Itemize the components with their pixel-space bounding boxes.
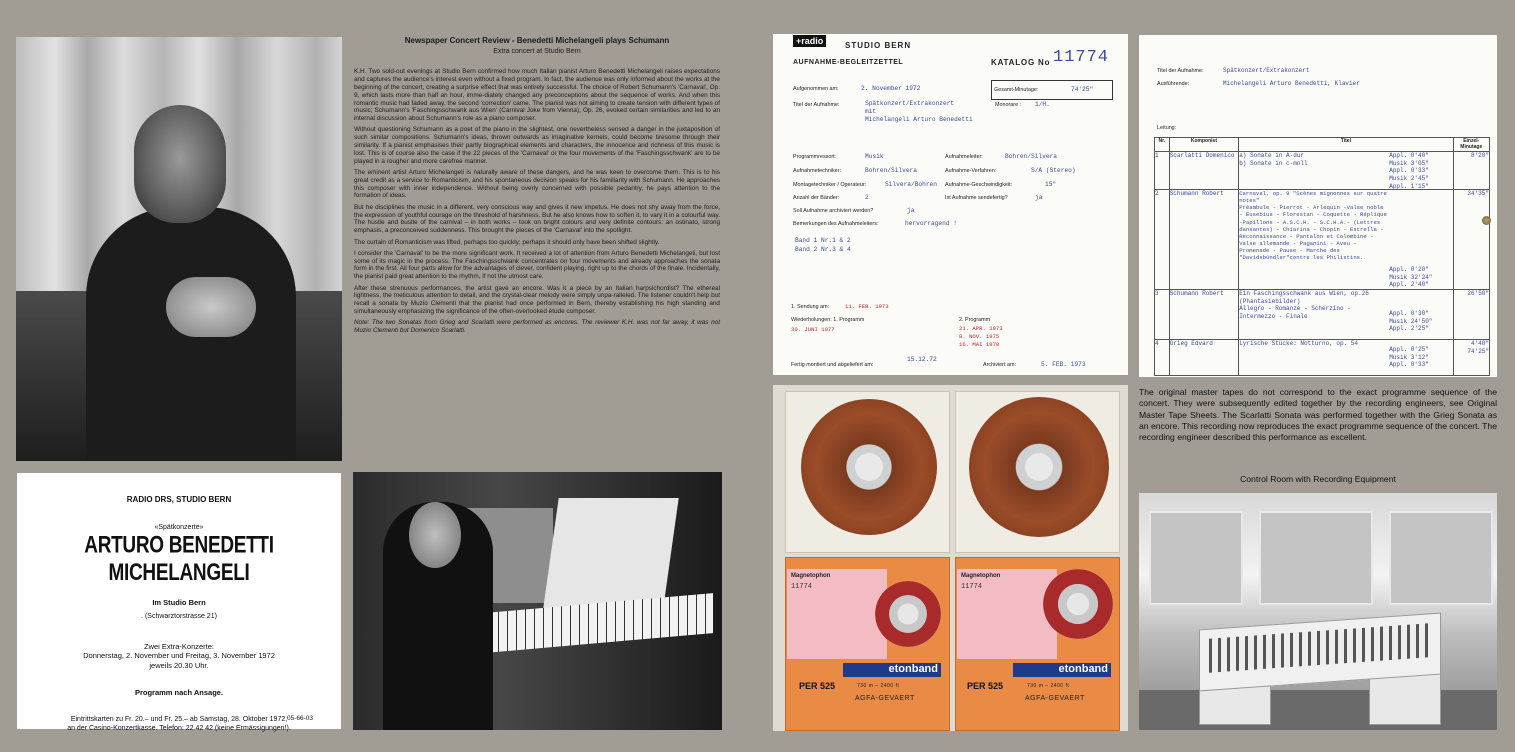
- row-titel: Lyrische Stücke: Notturno, op. 54: [1239, 340, 1359, 347]
- send1-label: 1. Sendung am:: [791, 304, 830, 310]
- poster-venue: Im Studio Bern: [152, 598, 206, 607]
- magnetophon-label: Magnetophon: [961, 573, 1001, 579]
- geschw-label: Aufnahme-Geschwindigkeit:: [945, 182, 1013, 188]
- archiv-value: ja: [907, 207, 915, 214]
- magnetophon-number: 11774: [791, 583, 813, 591]
- master-tapes-photo: [773, 385, 1128, 731]
- review-title: Newspaper Concert Review - Benedetti Michelangeli plays Schumann: [404, 36, 670, 45]
- recorded-label: Aufgenommen am:: [793, 86, 839, 92]
- prog2-label: 2. Programm: [959, 317, 991, 323]
- pianist-at-piano-photo: [353, 472, 722, 730]
- bemerk-label: Bemerkungen des Aufnahmeleiters:: [793, 221, 879, 227]
- recording-catalog-sheet: [773, 34, 1128, 375]
- programme-total: 74'25": [1467, 347, 1489, 355]
- leiter-value: Bohren/Silvera: [1005, 153, 1057, 160]
- portrait-photo: [16, 37, 342, 461]
- poster-org: RADIO DRS, STUDIO BERN: [126, 495, 232, 504]
- title-label: Titel der Aufnahme:: [793, 102, 840, 108]
- col-header: Titel: [1239, 138, 1453, 152]
- review-subtitle: Extra concert at Studio Bern: [493, 47, 581, 55]
- row-applause: Appl. 0'30" Musik 24'50" Appl. 2'25": [1389, 310, 1433, 333]
- concert-review: [354, 36, 720, 466]
- title-value: Spätkonzert/Extrakonzert: [865, 100, 955, 107]
- brand-banner: etonband: [1013, 663, 1111, 677]
- row-titel: a) Sonate in A-dur b) Sonate in c-moll: [1239, 152, 1308, 167]
- archiviert-value: 5. FEB. 1973: [1041, 361, 1086, 368]
- review-paragraph: K.H. Two sold-out evenings at Studio Bern confirmed how much Italian pianist Arturo Benedetti Michelangeli raises expectations and captures the audience's interest even without a fixed program. In fact, the audience was only informed about the works at the beginning of the concert, creating a surprise effect that was entirely successful. The choice of Robert Schumann's 'Carnaval', Op. 9, which lasts more than half an hour, imme-diately changed any preconceptions about the sequence of works. And when this romantic music had faded away, the second 'correction' came. The pianist was not aiming to create tension with different types of music; Schumann's 'Faschingsschwank aus Wien' (Carnival Joke from Vienna), Op. 26, evoked certain similarities and led to an internal discussion about Schumann's role as a piano composer.: [354, 68, 720, 123]
- row-titel: Carnaval, op. 9 "Scènes mignonnes sur quatre notes" Préambule - Pierrot - Arlequin -Valse noble - Eusebius - Florestan - Coquette - Réplique -Papillons - A.S.C.H. - S.C.H.A.- (Lettres dansantes) - Chiarina - Chopin - Estrella - Reconnaissance - Pantalon et Colombine - Valse allemande - Paganini - Aveu - Promenade - Pause - Marche des "Davidsbündler"contre les Philistins.: [1239, 190, 1387, 262]
- punch-hole: [1482, 216, 1491, 225]
- band-line: Band 2 Nr.3 & 4: [795, 246, 851, 253]
- fertig-value: 15.12.72: [907, 356, 937, 363]
- prog2-value: 8. NOV. 1975: [959, 333, 1000, 340]
- col-header: Nr.: [1155, 138, 1170, 152]
- col-header: Einzel-Minutage: [1453, 138, 1489, 152]
- concert-poster: [17, 473, 341, 733]
- row-nr: 1: [1155, 152, 1170, 190]
- fertig-label: Fertig montiert und abgeliefert am:: [791, 362, 874, 368]
- row-komponist: Grieg Edvard: [1169, 340, 1238, 376]
- master-tape-note: The original master tapes do not correspond to the exact programme sequence of the concert. They were subsequently edited together by the recording engineers, see Original Master Tape Sheets. The Scarlatti Sonata was performed together with the Grieg Sonata as an encore. This recording now reproduces the exact programme sequence of the concert. The recording engineer described this performance as excellent.: [1139, 387, 1497, 443]
- row-komponist: Schumann Robert: [1169, 190, 1238, 290]
- katalog-label: KATALOG No: [991, 58, 1051, 67]
- archiviert-label: Archiviert am:: [983, 362, 1016, 368]
- row-timing: [1453, 340, 1489, 376]
- row-applause: Appl. 0'40" Musik 3'05" Appl. 0'33" Musik 2'45" Appl. 1'15": [1389, 152, 1429, 190]
- agfa-logo: AGFA-GEVAERT: [1025, 695, 1085, 702]
- montage-label: Montagetechniker / Operateur:: [793, 182, 867, 188]
- review-paragraph: The curtain of Romanticism was lifted, perhaps too quickly; perhaps it should only have been shifted slightly.: [354, 238, 660, 246]
- total-value: 74'25": [1071, 86, 1094, 93]
- row-applause: Appl. 0'25" Musik 3'12" Appl. 0'33": [1389, 346, 1429, 369]
- control-room-caption: Control Room with Recording Equipment: [1240, 474, 1396, 484]
- review-note: Note: The two Sonatas from Grieg and Scarlatti were performed as encores. The reviewer K.H. was not far away, it was not Muzio Clementi but Domenico Scarlatti.: [354, 319, 720, 335]
- prog-title-value: Spätkonzert/Extrakonzert: [1223, 67, 1310, 74]
- row-timing: 26'50": [1453, 290, 1489, 340]
- programme-sheet: [1139, 35, 1497, 377]
- review-paragraph: I consider the 'Carnaval' to be the more significant work. It received a lot of attention from Arturo Benedetti Michelangeli, but lost some of its magic in the process. The Faschingsschwank concentrates on four movements and already approaches the sonata form in the first. All four parts allow for the advantages of clever, confident playing, right up to the chords of the finale. Incidentally, the pianist paid great attention to the rhythm, if not the utmost care.: [354, 249, 720, 281]
- row-nr: 3: [1155, 290, 1170, 340]
- prog2-value: 16. MAI 1978: [959, 341, 1000, 348]
- prog-perf-value: Michelangeli Arturo Benedetti, Klavier: [1223, 80, 1360, 87]
- recorded-value: 2. November 1972: [861, 85, 921, 92]
- poster-address: . (Schwarztorstrasse 21): [141, 613, 217, 620]
- sendefertig-label: Ist Aufnahme sendefertig?: [945, 195, 1008, 201]
- row-komponist: Scarlatti Domenico: [1169, 152, 1238, 190]
- tape-model: PER 525: [799, 681, 836, 691]
- send1-value: 11. FEB. 1973: [845, 303, 889, 310]
- prog2-value: 21. APR. 1973: [959, 325, 1003, 332]
- review-paragraph: The eminent artist Arturo Michelangeli is naturally aware of these dangers, and he was keen to overcome them. This is to his great credit as a service to Romanticism, and his spontaneous decision speaks for his familiarity with Schumann. He approaches this composer with inner independence. Without being overly concerned with possible pedantry, he pays attention to the formation of ideas.: [354, 169, 720, 200]
- band-line: Band 1 Nr.1 & 2: [795, 237, 851, 244]
- row-nr: 4: [1155, 340, 1170, 376]
- bemerk-value: hervorragend !: [905, 220, 957, 227]
- control-room-photo: [1139, 493, 1497, 730]
- reel-hub: [1025, 453, 1053, 481]
- archiv-label: Soll Aufnahme archiviert werden?: [793, 208, 874, 214]
- brand-banner: etonband: [843, 663, 941, 677]
- poster-series: «Spätkonzerte»: [154, 524, 204, 531]
- title-value: mit: [865, 108, 877, 115]
- prog-title-label: Titel der Aufnahme:: [1157, 68, 1204, 74]
- leitung-label: Leitung:: [1157, 125, 1177, 131]
- poster-tickets-line: an der Casino-Konzertkasse. Telefon: 22 42 42 (keine Ermässigungen!).: [67, 725, 291, 733]
- table-row: [1155, 290, 1490, 340]
- review-paragraph: Without questioning Schumann as a poet of the piano in the slightest, one nevertheless sensed a danger in the juxtaposition of such similar compositions. Schumann's ideas, thrown outwards as imaginative kernels, could become tiresome through their similarity. If a pianist emphasises their partly biographical elements and characters, the innocence and richness of this music is lost. This is of course also the case if the 22 pieces of the 'Carnaval' or the four movements of the 'Faschingsschwank' are to be played in a rougher and more carefree manner.: [354, 126, 720, 165]
- magnetophon-number: 11774: [961, 583, 983, 591]
- row-applause: Appl. 0'20" Musik 32'24" Appl. 2'40": [1389, 266, 1433, 289]
- wdh-value: 30. JUNI 1977: [791, 326, 835, 333]
- small-reel: [875, 581, 941, 647]
- row-timing: 8'20": [1453, 152, 1489, 190]
- row-timing: 34'35": [1453, 190, 1489, 290]
- poster-dates: [17, 642, 341, 670]
- programme-table: [1154, 137, 1490, 376]
- monorare-label: Monorare :: [995, 102, 1022, 108]
- poster-dates-line: jeweils 20.30 Uhr.: [149, 660, 209, 670]
- katalog-number: 11774: [1053, 48, 1110, 67]
- poster-artist: ARTURO BENEDETTI MICHELANGELI: [84, 532, 274, 587]
- poster-code: 05-66-03: [286, 715, 313, 722]
- form-title: AUFNAHME-BEGLEITZETTEL: [793, 59, 904, 66]
- baender-label: Anzahl der Bänder:: [793, 195, 840, 201]
- tape-model: PER 525: [967, 681, 1004, 691]
- row-timing-value: 4'40": [1470, 340, 1489, 347]
- table-row: [1155, 340, 1490, 376]
- col-header: Komponist: [1169, 138, 1238, 152]
- review-paragraph: But he disciplines the music in a different, very conscious way and gives it new impetus. He does not shy away from the force, the expression of youthful courage on the threshold of harshness. But he also knows how to soften it, to vary it in a colourful way. The hustle and bustle of the carnival – in both works – took on bright colours and very definite contours: an ostinato, strong emphasis, a preconceived suddenness. This brought the pieces of the 'Carnaval' into the spotlight.: [354, 203, 720, 235]
- total-label: Gesamt-Minutage:: [994, 87, 1039, 93]
- row-nr: 2: [1155, 190, 1170, 290]
- wdh-label: Wiederholungen: 1. Programm: [791, 317, 865, 323]
- row-titel: Ein Faschingsschwank aus Wien, op.26 (Phantasiebilder) Allegro - Romanze - Scherzino - Intermezzo - Finale: [1239, 290, 1369, 321]
- table-row: [1155, 190, 1490, 290]
- monorare-value: 1/H.: [1035, 101, 1050, 108]
- row-komponist: Schumann Robert: [1169, 290, 1238, 340]
- techniker-value: Bohren/Silvera: [865, 167, 917, 174]
- small-reel: [1043, 569, 1113, 639]
- studio-name: STUDIO BERN: [845, 41, 912, 50]
- title-value: Michelangeli Arturo Benedetti: [865, 116, 973, 123]
- montage-value: Silvera/Bohren: [885, 181, 937, 188]
- poster-programme: Programm nach Ansage.: [134, 688, 224, 698]
- magnetophon-label: Magnetophon: [791, 573, 831, 579]
- baender-value: 2: [865, 194, 869, 201]
- poster-tickets-line: Eintrittskarten zu Fr. 20.– und Fr. 25.– ab Samstag, 28. Oktober 1972,: [70, 716, 288, 724]
- poster-dates-line: Zwei Extra-Konzerte:: [143, 642, 215, 651]
- leiter-label: Aufnahmeleiter:: [945, 154, 983, 160]
- radio-logo: +radio: [793, 35, 826, 47]
- prog-perf-label: Ausführende:: [1157, 81, 1190, 87]
- techniker-label: Aufnahmetechniker:: [793, 168, 841, 174]
- review-paragraph: After these strenuous performances, the artist gave an encore. Was it a piece by an Italian harpsichordist? The ethereal lightness, the meticulous attention to detail, and the crystal-clear melody were simply unpa-ralleled. The listener couldn't help but recall a sonata by Muzio Clementi that the pianist had once performed in Bern, thereby establishing his high standing and simultaneously emphasizing the significance of the often-overlooked étude composer.: [354, 284, 720, 316]
- ressort-label: Programmressort:: [793, 154, 837, 160]
- tape-spec: 730 m – 2400 ft: [857, 683, 900, 689]
- verfahren-value: S/A (Stereo): [1031, 167, 1076, 174]
- verfahren-label: Aufnahme-Verfahren:: [945, 168, 997, 174]
- agfa-logo: AGFA-GEVAERT: [855, 695, 915, 702]
- sendefertig-value: ja: [1035, 194, 1043, 201]
- tape-spec: 730 m – 2400 ft: [1027, 683, 1070, 689]
- poster-dates-line: Donnerstag, 2. November und Freitag, 3. November 1972: [83, 651, 275, 661]
- reel-hub: [855, 453, 883, 481]
- geschw-value: 15": [1045, 181, 1057, 188]
- ressort-value: Musik: [865, 153, 884, 160]
- table-row: [1155, 152, 1490, 190]
